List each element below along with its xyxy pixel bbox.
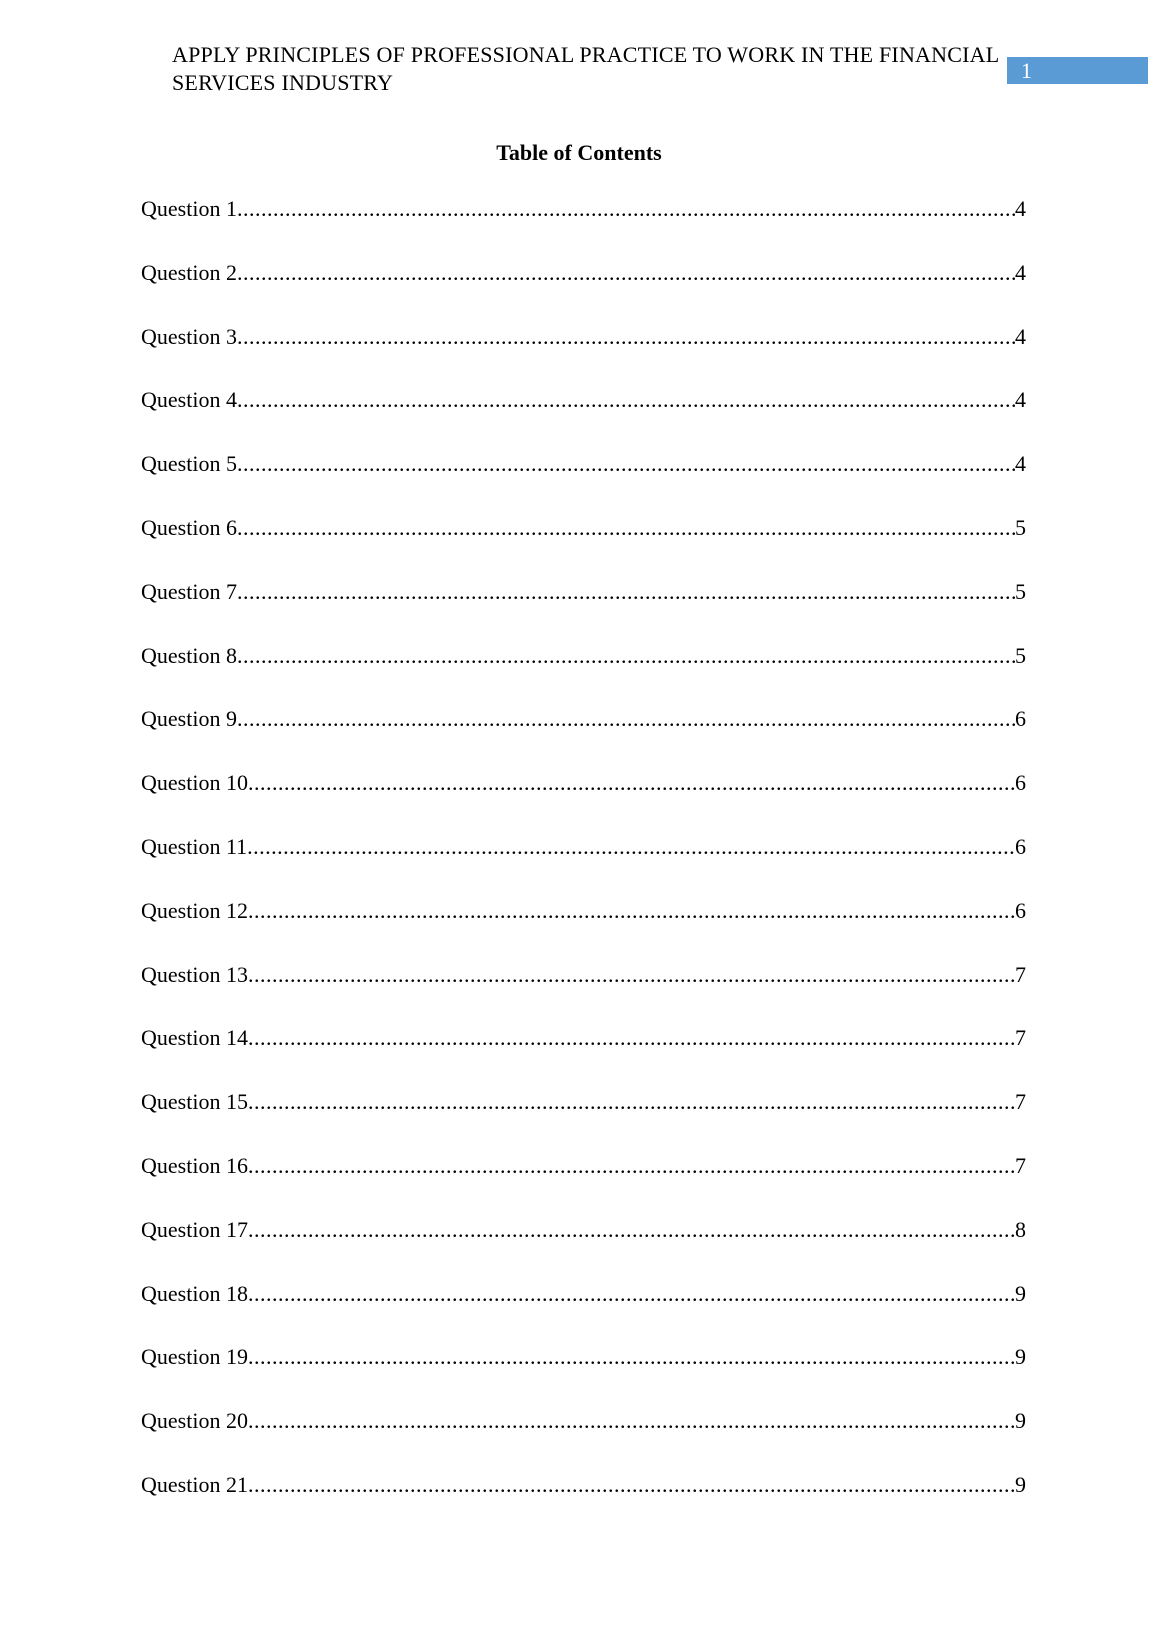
- toc-entry[interactable]: [141, 578, 1026, 642]
- toc-entry-page-number: 6: [1015, 770, 1026, 796]
- toc-entry[interactable]: [141, 450, 1026, 514]
- toc-dot-leader: [237, 578, 1015, 606]
- toc-dot-leader: [237, 450, 1015, 478]
- toc-dot-leader: [248, 961, 1015, 989]
- page-number: 1: [1021, 58, 1032, 83]
- toc-dot-leader: [247, 833, 1015, 861]
- toc-entry-page-number: 7: [1015, 961, 1026, 987]
- toc-entry-page-number: 9: [1015, 1280, 1026, 1306]
- toc-entry[interactable]: [141, 705, 1026, 769]
- toc-entry[interactable]: [141, 323, 1026, 387]
- toc-dot-leader: [237, 642, 1015, 670]
- toc-entry-label: Question 19: [141, 1344, 248, 1370]
- toc-entry[interactable]: [141, 1088, 1026, 1152]
- toc-entry[interactable]: [141, 1216, 1026, 1280]
- toc-dot-leader: [237, 514, 1015, 542]
- toc-entry-page-number: 8: [1015, 1216, 1026, 1242]
- toc-entry[interactable]: [141, 386, 1026, 450]
- toc-entry-label: Question 14: [141, 1025, 248, 1051]
- toc-entry[interactable]: [141, 1280, 1026, 1344]
- toc-entry-label: Question 15: [141, 1089, 248, 1115]
- toc-entry-page-number: 4: [1015, 451, 1026, 477]
- toc-dot-leader: [237, 386, 1015, 414]
- toc-entry[interactable]: [141, 1471, 1026, 1535]
- toc-entry-label: Question 3: [141, 323, 237, 349]
- toc-entry[interactable]: [141, 1152, 1026, 1216]
- toc-entry[interactable]: [141, 897, 1026, 961]
- toc-entry-label: Question 13: [141, 961, 248, 987]
- toc-entry-page-number: 6: [1015, 833, 1026, 859]
- toc-entry[interactable]: [141, 195, 1026, 259]
- toc-entry[interactable]: [141, 642, 1026, 706]
- toc-dot-leader: [237, 705, 1015, 733]
- toc-entry-label: Question 17: [141, 1216, 248, 1242]
- toc-entry-label: Question 10: [141, 770, 248, 796]
- toc-entry-label: Question 7: [141, 578, 237, 604]
- toc-dot-leader: [237, 195, 1015, 223]
- toc-entry-page-number: 7: [1015, 1089, 1026, 1115]
- toc-entry[interactable]: [141, 514, 1026, 578]
- toc-entry-page-number: 7: [1015, 1025, 1026, 1051]
- toc-dot-leader: [248, 1152, 1015, 1180]
- running-header-title: APPLY PRINCIPLES OF PROFESSIONAL PRACTICE TO WORK IN THE FINANCIAL SERVICES INDUSTRY: [172, 42, 999, 95]
- toc-entry[interactable]: [141, 961, 1026, 1025]
- toc-entry-label: Question 18: [141, 1280, 248, 1306]
- toc-entry-label: Question 1: [141, 196, 237, 221]
- toc-dot-leader: [248, 1216, 1015, 1244]
- toc-entry-label: Question 6: [141, 514, 237, 540]
- toc-dot-leader: [248, 1088, 1015, 1116]
- toc-dot-leader: [248, 769, 1015, 797]
- toc-entry-page-number: 5: [1015, 578, 1026, 604]
- toc-dot-leader: [248, 1280, 1015, 1308]
- toc-dot-leader: [248, 1407, 1015, 1435]
- toc-entry-page-number: 6: [1015, 706, 1026, 732]
- toc-dot-leader: [248, 1024, 1015, 1052]
- toc-entry-label: Question 16: [141, 1152, 248, 1178]
- toc-entry-label: Question 11: [141, 833, 248, 859]
- toc-dot-leader: [248, 1471, 1015, 1499]
- toc-entry[interactable]: [141, 1343, 1026, 1407]
- toc-entry-page-number: 9: [1015, 1344, 1026, 1370]
- toc-entry-label: Question 8: [141, 642, 237, 668]
- toc-entry[interactable]: [141, 1407, 1026, 1471]
- toc-entry[interactable]: [141, 1024, 1026, 1088]
- table-of-contents: [141, 195, 1026, 1535]
- toc-entry[interactable]: [141, 769, 1026, 833]
- toc-dot-leader: [248, 1343, 1015, 1371]
- toc-entry-page-number: 4: [1015, 387, 1026, 413]
- toc-entry-label: Question 4: [141, 387, 237, 413]
- toc-heading: Table of Contents: [496, 140, 662, 165]
- toc-entry-label: Question 2: [141, 259, 237, 285]
- toc-entry-label: Question 9: [141, 706, 237, 732]
- toc-entry[interactable]: [141, 259, 1026, 323]
- toc-entry[interactable]: [141, 833, 1026, 897]
- toc-entry-label: Question 12: [141, 897, 248, 923]
- toc-entry-page-number: 6: [1015, 897, 1026, 923]
- toc-entry-page-number: 4: [1015, 323, 1026, 349]
- toc-entry-label: Question 5: [141, 451, 237, 477]
- toc-entry-page-number: 4: [1015, 259, 1026, 285]
- toc-entry-page-number: 5: [1015, 642, 1026, 668]
- toc-dot-leader: [237, 259, 1015, 287]
- toc-entry-page-number: 4: [1015, 196, 1026, 221]
- toc-entry-label: Question 21: [141, 1471, 248, 1497]
- toc-entry-page-number: 5: [1015, 514, 1026, 540]
- toc-entry-page-number: 9: [1015, 1471, 1026, 1497]
- toc-entry-page-number: 9: [1015, 1408, 1026, 1434]
- toc-dot-leader: [248, 897, 1015, 925]
- toc-entry-page-number: 7: [1015, 1152, 1026, 1178]
- toc-dot-leader: [237, 323, 1015, 351]
- toc-entry-label: Question 20: [141, 1408, 248, 1434]
